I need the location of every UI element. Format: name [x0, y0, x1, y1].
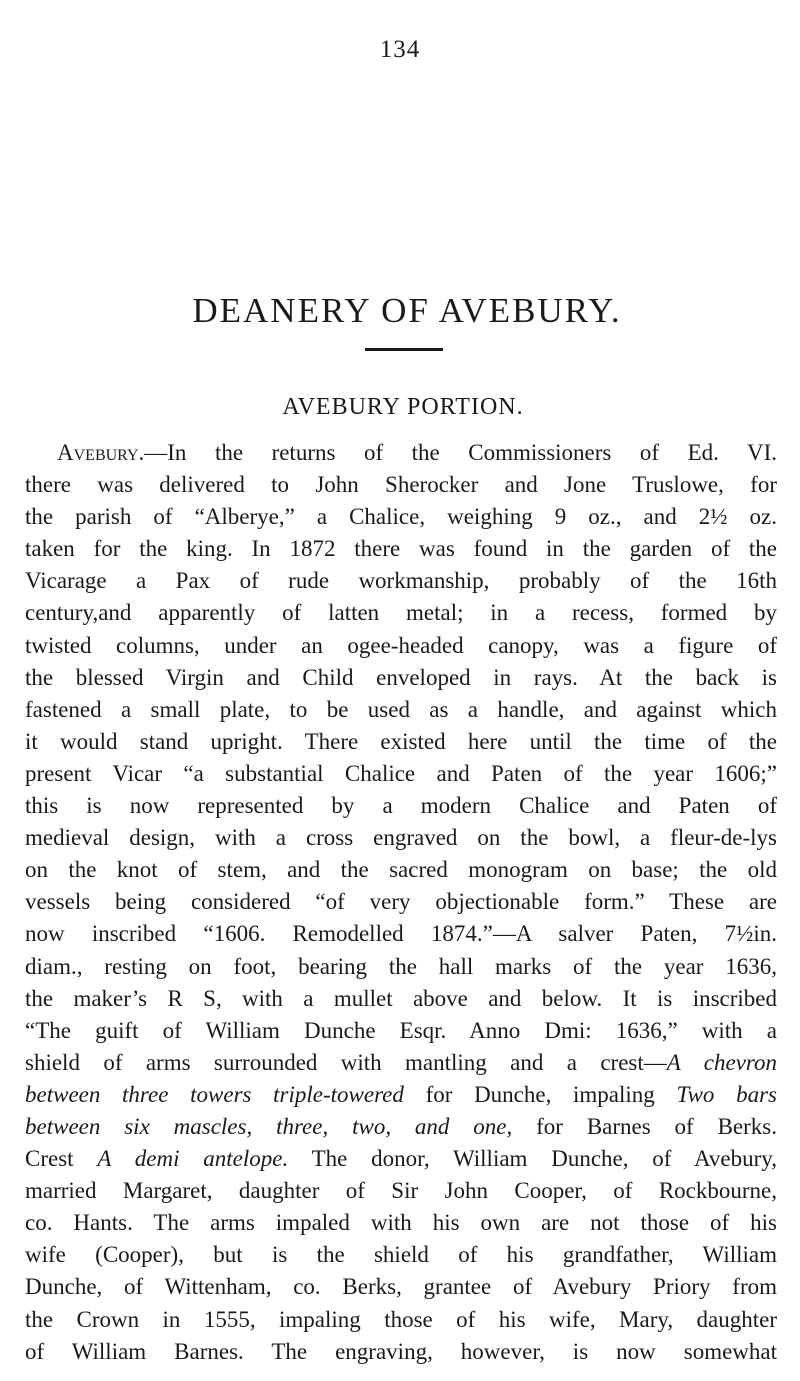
text-segment: on the knot of stem, and the sacred monogram on base; the old	[25, 857, 777, 883]
text-line	[25, 983, 777, 1015]
text-line	[25, 694, 777, 726]
text-segment: vessels being considered “of very objectionable form.” These are	[25, 889, 777, 915]
section-title: AVEBURY PORTION.	[282, 394, 524, 420]
italic-text: between six mascles, three, two, and one,	[25, 1113, 513, 1139]
italic-text: A chevron	[666, 1049, 777, 1075]
text-segment: medieval design, with a cross engraved on the bowl, a fleur-de-lys	[25, 825, 777, 851]
text-line	[25, 886, 777, 918]
text-line	[25, 1015, 777, 1047]
text-line	[25, 822, 777, 854]
text-line	[25, 1207, 777, 1239]
text-segment: now inscribed “1606. Remodelled 1874.”—A salver Paten, 7½in.	[25, 921, 777, 947]
text-line	[25, 501, 777, 533]
text-line	[25, 1336, 777, 1368]
text-segment: fastened a small plate, to be used as a handle, and against which	[25, 696, 777, 722]
text-line	[25, 951, 777, 983]
text-line	[25, 437, 777, 469]
page-number: 134	[379, 36, 421, 63]
text-segment: —In the returns of the Commissioners of Ed. VI.	[144, 440, 777, 465]
italic-text: A demi antelope.	[97, 1146, 289, 1172]
text-segment: the parish of “Alberye,” a Chalice, weighing 9 oz., and 2½ oz.	[25, 504, 777, 530]
text-segment: Crest	[25, 1146, 98, 1172]
text-line	[25, 469, 777, 501]
text-segment: the maker’s R S, with a mullet above and below. It is inscribed	[25, 985, 777, 1011]
text-segment: there was delivered to John Sherocker and Jone Truslowe, for	[25, 472, 777, 498]
text-segment: Vicarage a Pax of rude workmanship, probably of the 16th	[25, 568, 777, 594]
text-segment: wife (Cooper), but is the shield of his grandfather, William	[25, 1242, 777, 1268]
text-segment: present Vicar “a substantial Chalice and Paten of the year 1606;”	[25, 760, 777, 786]
text-line	[25, 597, 777, 629]
text-segment: century,and apparently of latten metal; in a recess, formed by	[25, 600, 777, 626]
lead-word: Avebury.	[57, 440, 145, 465]
text-segment: the blessed Virgin and Child enveloped in rays. At the back is	[25, 664, 777, 690]
body-text	[25, 437, 777, 1368]
text-segment: shield of arms surrounded with mantling and a crest—	[25, 1049, 667, 1075]
text-line	[25, 1271, 777, 1303]
text-segment: “The guift of William Dunche Esqr. Anno Dmi: 1636,” with a	[25, 1017, 777, 1043]
text-segment: diam., resting on foot, bearing the hall marks of the year 1636,	[25, 953, 777, 979]
text-line	[25, 1143, 777, 1175]
text-segment: the Crown in 1555, impaling those of his wife, Mary, daughter	[25, 1306, 777, 1332]
text-segment: this is now represented by a modern Chalice and Paten of	[25, 793, 777, 819]
text-line	[25, 790, 777, 822]
italic-text: between three towers triple-towered	[25, 1081, 404, 1107]
text-line	[25, 1304, 777, 1336]
text-segment: for Dunche, impaling	[403, 1081, 677, 1107]
text-line	[25, 533, 777, 565]
text-line	[25, 854, 777, 886]
text-segment: co. Hants. The arms impaled with his own are not those of his	[25, 1210, 777, 1236]
text-segment: it would stand upright. There existed here until the time of the	[25, 728, 777, 754]
text-segment: The donor, William Dunche, of Avebury,	[288, 1146, 777, 1172]
title-rule	[365, 348, 443, 351]
text-line	[25, 918, 777, 950]
chapter-title: DEANERY OF AVEBURY.	[192, 291, 622, 331]
text-line	[25, 1047, 777, 1079]
text-line	[25, 1239, 777, 1271]
text-segment: for Barnes of Berks.	[512, 1113, 777, 1139]
text-segment: of William Barnes. The engraving, however, is now somewhat	[25, 1338, 777, 1364]
italic-text: Two bars	[676, 1081, 777, 1107]
text-line	[25, 565, 777, 597]
text-line	[25, 726, 777, 758]
text-line	[25, 758, 777, 790]
text-segment: married Margaret, daughter of Sir John Cooper, of Rockbourne,	[25, 1178, 777, 1204]
text-line	[25, 662, 777, 694]
text-line	[25, 1175, 777, 1207]
text-segment: twisted columns, under an ogee-headed canopy, was a figure of	[25, 632, 777, 658]
text-line	[25, 1079, 777, 1111]
text-segment: Dunche, of Wittenham, co. Berks, grantee of Avebury Priory from	[25, 1274, 777, 1300]
text-segment: taken for the king. In 1872 there was found in the garden of the	[25, 536, 777, 562]
text-line	[25, 1111, 777, 1143]
text-line	[25, 630, 777, 662]
